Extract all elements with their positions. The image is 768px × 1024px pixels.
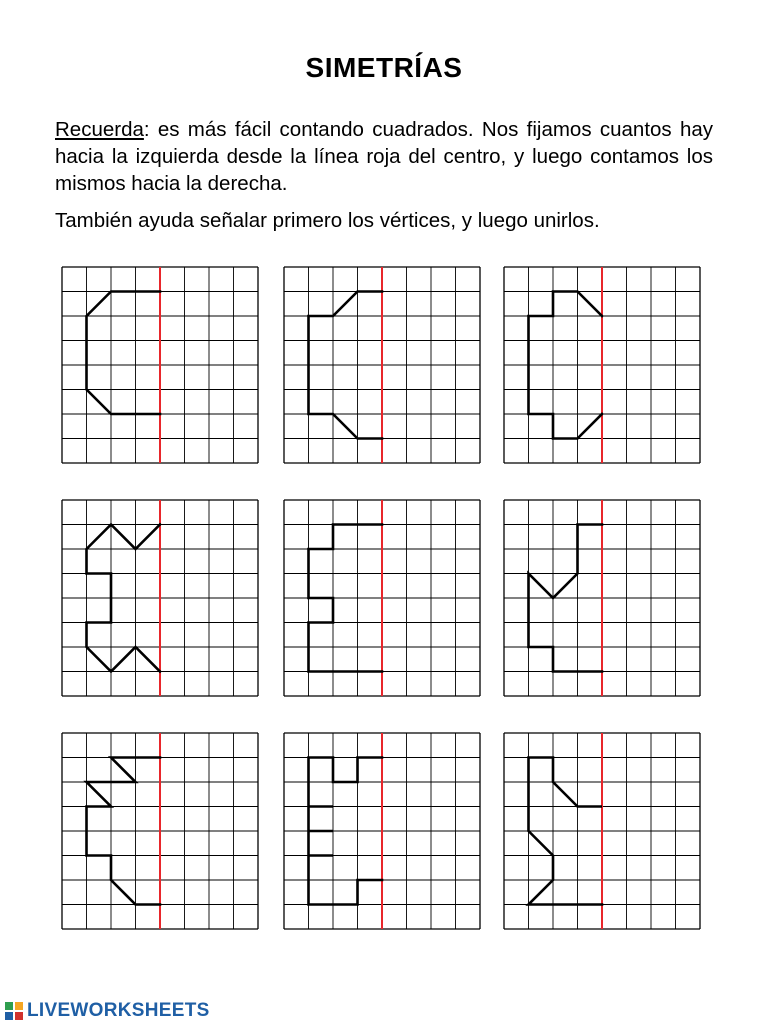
- page-title: SIMETRÍAS: [305, 52, 463, 83]
- liveworksheets-brand: [4, 998, 210, 1024]
- symmetry-grid-5[interactable]: [283, 499, 481, 697]
- symmetry-grid-7[interactable]: [61, 732, 259, 930]
- recuerda-label: Recuerda: [55, 118, 144, 141]
- liveworksheets-logo-icon: [4, 1001, 24, 1021]
- symmetry-grid-6[interactable]: [503, 499, 701, 697]
- instructions-text: : es más fácil contando cuadrados. Nos fijamos cuantos hay hacia la izquierda desde la línea roja del centro, y luego contamos los mismos hacia la derecha.: [55, 118, 713, 195]
- symmetry-grid-1[interactable]: [61, 266, 259, 464]
- symmetry-grid-8[interactable]: [283, 732, 481, 930]
- symmetry-grid-4[interactable]: [61, 499, 259, 697]
- symmetry-grid-3[interactable]: [503, 266, 701, 464]
- tip-paragraph: También ayuda señalar primero los vértices, y luego unirlos.: [55, 209, 600, 232]
- half-figure: [87, 292, 161, 415]
- symmetry-grid-2[interactable]: [283, 266, 481, 464]
- instructions-paragraph: [55, 116, 713, 197]
- brand-name: LIVEWORKSHEETS: [27, 1000, 210, 1021]
- symmetry-grid-9[interactable]: [503, 732, 701, 930]
